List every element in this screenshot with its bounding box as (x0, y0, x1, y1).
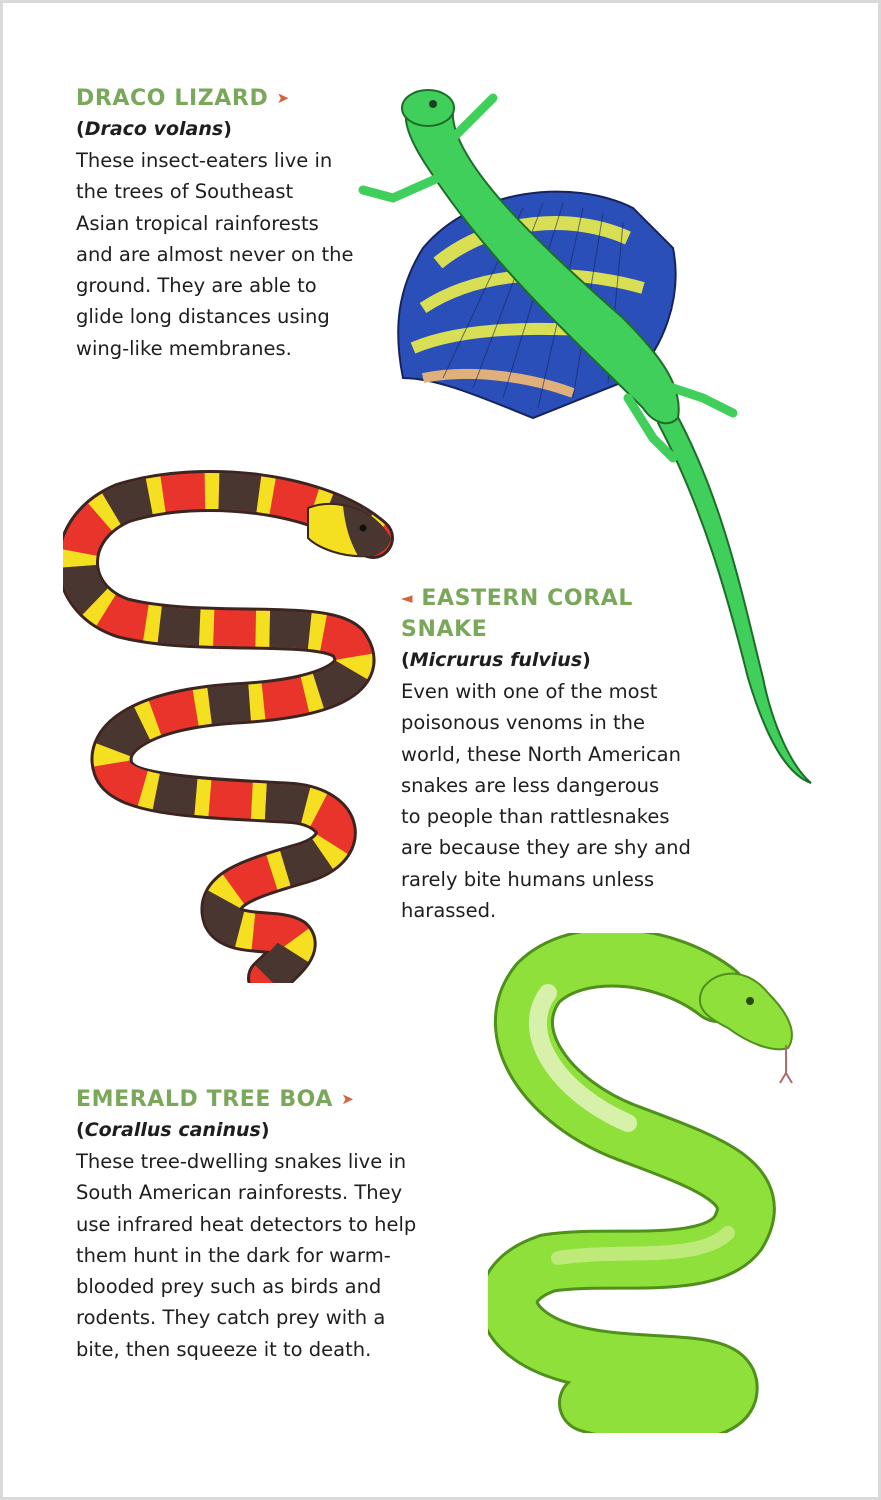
entry-emerald-tree-boa (76, 1084, 416, 1365)
entry-description: Even with one of the most poisonous venoms in the world, these North American snakes are less dangerous to people than rattlesnakes are because they are shy and rarely bite humans unless harassed. (401, 680, 691, 923)
title-text: EMERALD TREE BOA (76, 1087, 334, 1112)
title-text: DRACO LIZARD (76, 86, 269, 111)
entry-title (76, 83, 354, 114)
title-text-line2: SNAKE (401, 617, 488, 642)
entry-draco-lizard (76, 83, 354, 364)
pointer-left-icon: ◄ (401, 589, 414, 607)
scientific-name: (Micrurus fulvius) (401, 649, 591, 671)
book-page (3, 3, 878, 1497)
emerald-tree-boa-illustration (488, 933, 808, 1433)
pointer-right-icon: ➤ (276, 89, 290, 107)
entry-eastern-coral-snake (401, 583, 691, 926)
entry-description: These tree-dwelling snakes live in South American rainforests. They use infrared heat detectors to help them hunt in the dark for warm- blooded prey such as birds and rodents. They catch prey with a bite, then squeeze it to death. (76, 1150, 417, 1361)
title-text-line1: EASTERN CORAL (421, 586, 633, 611)
entry-title (401, 583, 691, 614)
scientific-name: (Corallus caninus) (76, 1119, 270, 1141)
entry-title (76, 1084, 416, 1115)
scientific-name: (Draco volans) (76, 118, 232, 140)
coral-snake-illustration (63, 468, 403, 983)
pointer-right-icon: ➤ (341, 1090, 355, 1108)
entry-description: These insect-eaters live in the trees of Southeast Asian tropical rainforests and are almost never on the ground. They are able to glide long distances using wing-like membranes. (76, 149, 354, 360)
